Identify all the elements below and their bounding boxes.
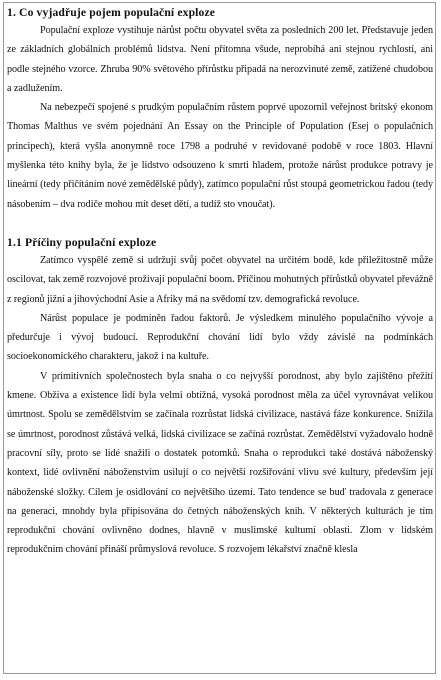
paragraph: Populační exploze vystihuje nárůst počtu obyvatel světa za posledních 200 let. Představuje jeden ze základních globálních problémů lidstva. Není přítomna všude, neprobíhá ani stejnou rychlostí, ani podle stejného vzorce. Zhruba 90% světového přírůstku připadá na nerozvinuté země, zatížené chudobou a zadlužením. [7, 25, 433, 94]
section-heading: 1. Co vyjadřuje pojem populační exploze [7, 6, 216, 19]
paragraph: Nárůst populace je podmíněn řadou faktorů. Je výsledkem minulého populačního vývoje a předurčuje i vývoj budoucí. Reprodukční chování lidí bylo vždy závislé na podmínkách socioekonomického charakteru, jakož i na kultuře. [7, 312, 433, 363]
document-page [3, 2, 436, 674]
paragraph: Na nebezpečí spojené s prudkým populačním růstem poprvé upozornil veřejnost britský ekonom Thomas Malthus ve svém pojednání An Essay on the Principle of Population (Esej o populačních principech), která vyšla anonymně roce 1798 a podruhé v revidované podobě v roce 1803. Hlavní myšlenka této knihy byla, že je lidstvo odsouzeno k smrti hladem, protože nárůst produkce potravy je lineární (tedy přičítáním nové zemědělské půdy), zatímco populační růst stoupá geometrickou řadou (tedy násobením – dva rodiče mohou mít deset dětí, a tudíž sto vnoučat). [7, 102, 433, 210]
section-spacer [7, 214, 433, 234]
subsection-heading: 1.1 Příčiny populační exploze [7, 235, 157, 249]
paragraph: Zatímco vyspělé země si udržují svůj počet obyvatel na určitém bodě, kde přiležitostně může oscilovat, tak země rozvojové prožívají populační boom. Příčinou mohutných přírůstků obyvatel převážně z regionů jižní a jihovýchodní Asie a Afriky má na svědomí tzv. demografická revoluce. [7, 254, 433, 305]
paragraph: V primitivních společnostech byla snaha o co nejvyšší porodnost, aby bylo zajištěno přežití kmene. Obživa a existence lidí byla velmi obtížná, vysoká porodnost měla za účel vyrovnávat velikou úmrtnost. Spolu se zemědělstvím se začínala rozrůstat lidská civilizace, nastává fáze konkurence. Snížila se úmrtnost, porodnost zůstává velká, lidská civilizace se začíná rozrůstat. Zemědělství vyžadovalo hodně pracovní síly, proto se lidé snažili o dostatek potomků. Snaha o reprodukci také dostává náboženský kontext, lidé ovlivnění náboženstvím usilují o co největší rozšiřování vlivu své kultury, především její náboženské složky. Cílem je osidlování co největšího území. Tato tendence se buď tradovala z generace na generaci, mnohdy byla připisována do četných náboženských knih. V některých kulturách je tím reprodukční chování ovlivněno dodnes, hlavně v muslimské kultumí oblasti. Zlom v lidském reprodukčním chování přináší průmyslová revoluce. S rozvojem lékařství značně klesla [7, 370, 433, 556]
